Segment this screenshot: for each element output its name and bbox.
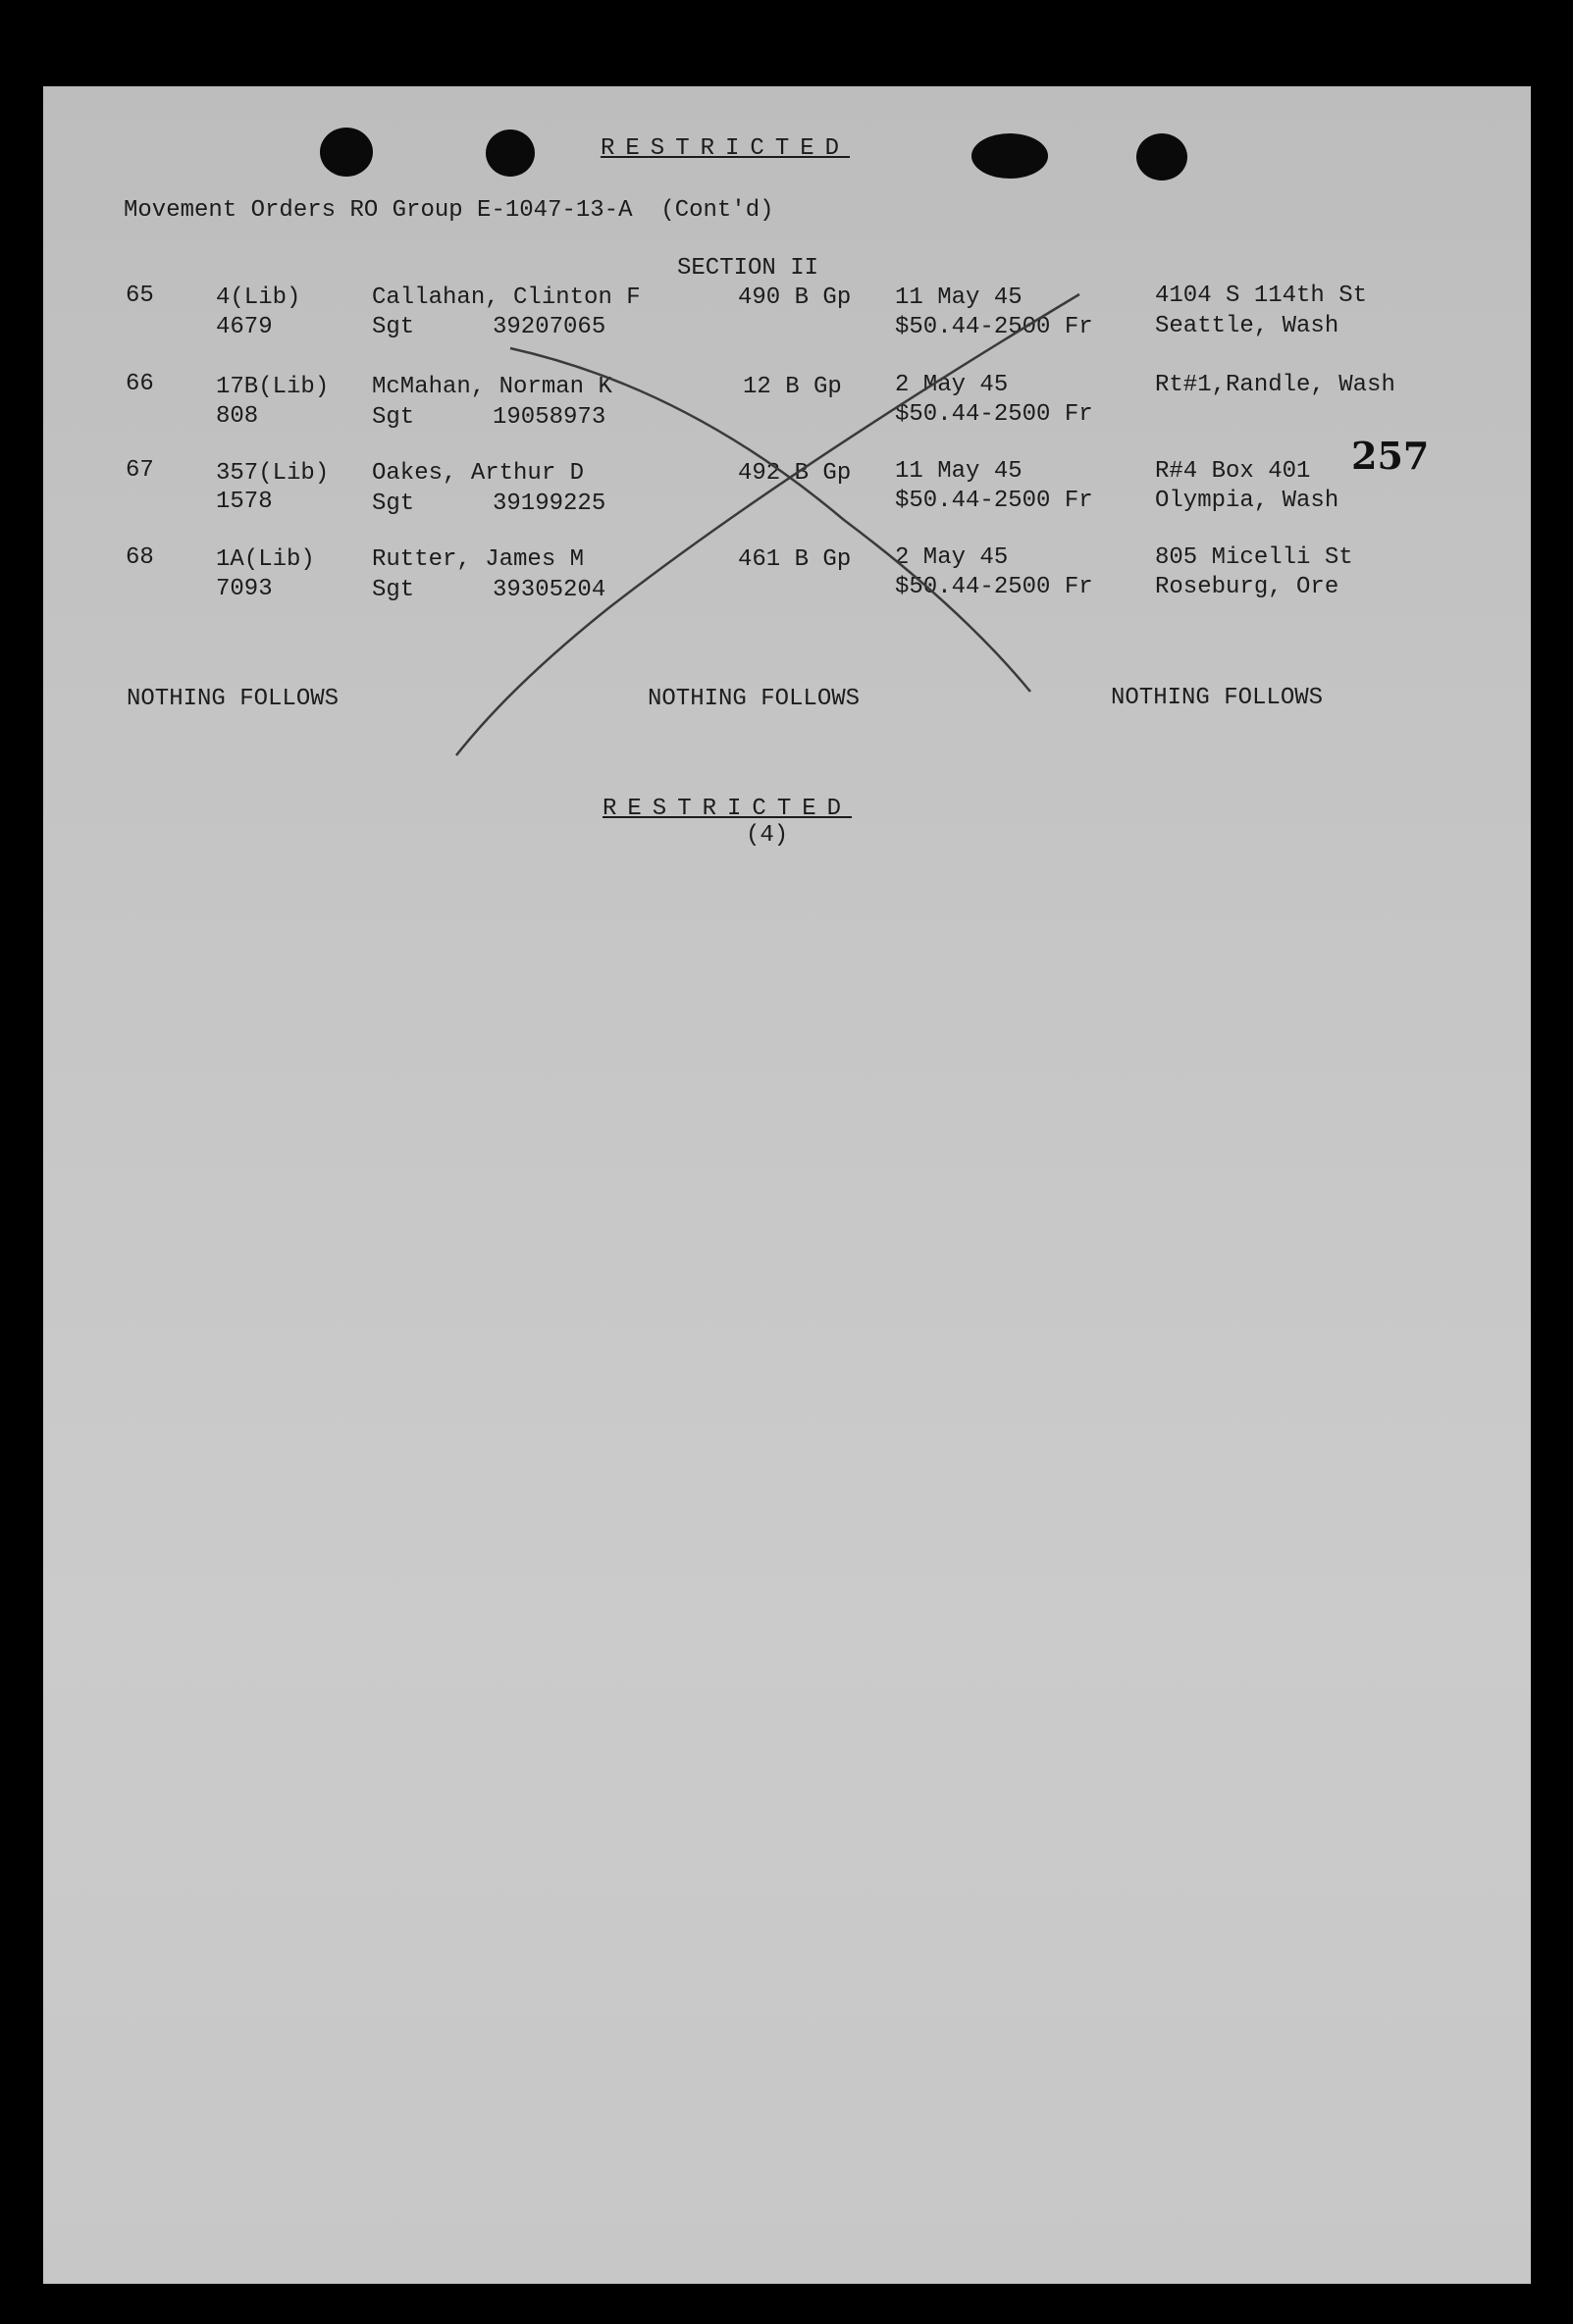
document-page [43,86,1531,2284]
classification-footer: RESTRICTED [603,796,853,822]
entry-date: 11 May 45 [895,458,1022,485]
nothing-follows-center: NOTHING FOLLOWS [648,686,861,712]
entry-serial: 39199225 [493,491,606,517]
punch-hole-1 [320,128,373,177]
entry-pay: $50.44-2500 Fr [895,574,1093,600]
punch-hole-4 [1136,133,1187,181]
punch-hole-3 [971,133,1048,179]
entry-code: 357(Lib) [216,460,330,487]
entry-code: 1A(Lib) [216,546,315,573]
entry-rank: Sgt [372,404,415,431]
entry-code-number: 1578 [216,489,273,515]
entry-code: 17B(Lib) [216,374,330,400]
entry-group: 492 B Gp [738,460,852,487]
entry-date: 2 May 45 [895,544,1009,571]
entry-address-line2: Olympia, Wash [1155,488,1339,514]
entry-address-line1: R#4 Box 401 [1155,458,1311,485]
entry-number: 66 [126,371,154,397]
classification-header: RESTRICTED [601,135,851,162]
entry-serial: 19058973 [493,404,606,431]
page-number: (4) [746,822,789,849]
entry-rank: Sgt [372,577,415,603]
entry-rank: Sgt [372,491,415,517]
entry-name: McMahan, Norman K [372,374,612,400]
nothing-follows-left: NOTHING FOLLOWS [127,686,340,712]
entry-serial: 39207065 [493,314,606,340]
entry-pay: $50.44-2500 Fr [895,488,1093,514]
entry-code: 4(Lib) [216,284,301,311]
entry-code-number: 7093 [216,576,273,602]
entry-name: Oakes, Arthur D [372,460,585,487]
document-title: Movement Orders RO Group E-1047-13-A (Cont'd) [124,197,774,224]
entry-date: 2 May 45 [895,372,1009,398]
entry-name: Callahan, Clinton F [372,284,641,311]
entry-name: Rutter, James M [372,546,585,573]
entry-rank: Sgt [372,314,415,340]
punch-hole-2 [486,129,535,177]
entry-address-line1: 805 Micelli St [1155,544,1353,571]
entry-address-line1: 4104 S 114th St [1155,283,1368,309]
entry-address-line2: Seattle, Wash [1155,313,1339,339]
entry-number: 67 [126,457,154,484]
entry-group: 461 B Gp [738,546,852,573]
entry-code-number: 4679 [216,314,273,340]
section-heading: SECTION II [677,255,819,282]
entry-group: 12 B Gp [743,374,842,400]
entry-number: 68 [126,544,154,571]
entry-serial: 39305204 [493,577,606,603]
stamp-number: 257 [1351,434,1430,478]
entry-address-line1: Rt#1,Randle, Wash [1155,372,1395,398]
entry-address-line2: Roseburg, Ore [1155,574,1339,600]
entry-group: 490 B Gp [738,284,852,311]
entry-date: 11 May 45 [895,284,1022,311]
entry-pay: $50.44-2500 Fr [895,314,1093,340]
entry-pay: $50.44-2500 Fr [895,401,1093,428]
nothing-follows-right: NOTHING FOLLOWS [1111,685,1324,711]
entry-code-number: 808 [216,403,259,430]
entry-number: 65 [126,283,154,309]
